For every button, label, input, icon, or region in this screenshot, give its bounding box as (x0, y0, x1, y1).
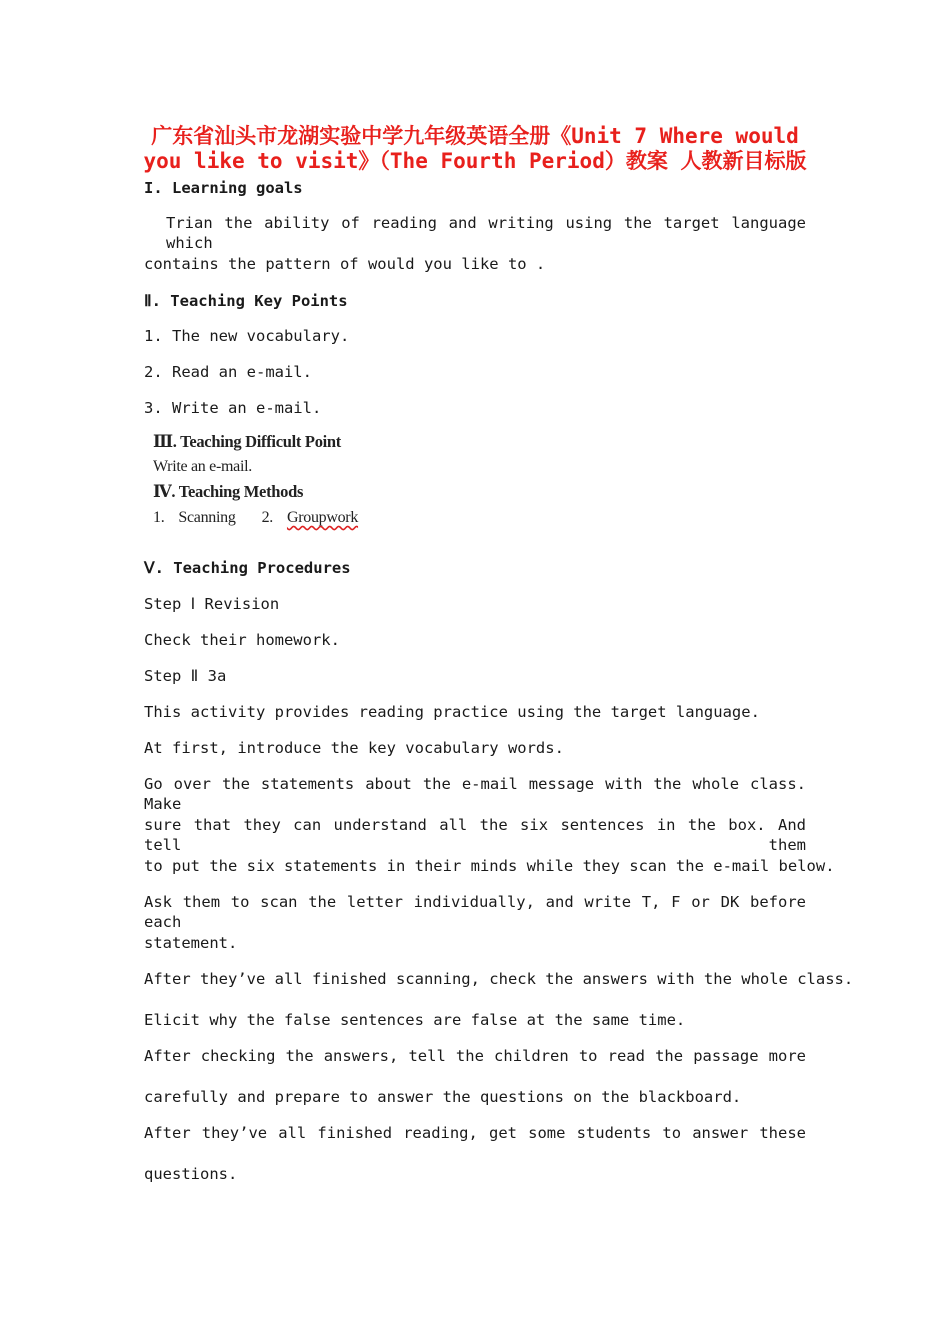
procedure-line: After they’ve all finished scanning, check the answers with the whole class. (144, 970, 854, 988)
key-point-item: 1. The new vocabulary. (144, 327, 350, 345)
key-point-item: 2. Read an e-mail. (144, 363, 312, 381)
procedure-line: After checking the answers, tell the children to read the passage more (144, 1047, 806, 1065)
procedure-line: Step Ⅰ Revision (144, 595, 280, 613)
learning-goals-text-cont: contains the pattern of would you like to . (144, 255, 546, 273)
method-scanning: Scanning (178, 509, 236, 526)
procedure-line: This activity provides reading practice using the target language. (144, 703, 760, 721)
procedure-line: Check their homework. (144, 631, 340, 649)
teaching-methods-heading: Ⅳ. Teaching Methods (153, 482, 304, 501)
procedure-line: carefully and prepare to answer the questions on the blackboard. (144, 1088, 742, 1106)
procedure-line: Go over the statements about the e-mail message with the whole class. Make (144, 775, 806, 813)
method-number: 1. (153, 509, 165, 526)
procedures-heading: Ⅴ. Teaching Procedures (144, 559, 351, 577)
procedure-line: At first, introduce the key vocabulary words. (144, 739, 564, 757)
learning-goals-text: Trian the ability of reading and writing using the target language which (166, 214, 806, 252)
learning-goals-heading: I. Learning goals (144, 179, 303, 197)
difficult-point-heading: Ⅲ. Teaching Difficult Point (153, 432, 342, 451)
method-number: 2. (261, 509, 273, 526)
procedure-line: statement. (144, 934, 238, 952)
key-point-item: 3. Write an e-mail. (144, 399, 322, 417)
procedure-line: sure that they can understand all the six sentences in the box. And tell them (144, 816, 806, 854)
procedure-line: to put the six statements in their minds while they scan the e-mail below. (144, 857, 835, 875)
procedure-line: After they’ve all finished reading, get some students to answer these (144, 1124, 806, 1142)
procedure-line: questions. (144, 1165, 238, 1183)
procedure-line: Ask them to scan the letter individually, and write T, F or DK before each (144, 893, 806, 931)
procedure-line: Step Ⅱ 3a (144, 667, 227, 685)
key-points-heading: Ⅱ. Teaching Key Points (144, 292, 348, 310)
difficult-point-text: Write an e-mail. (153, 458, 252, 475)
method-groupwork: Groupwork (286, 509, 359, 526)
document-title: 广东省汕头市龙湖实验中学九年级英语全册《Unit 7 Where would you like to visit》（The Fourth Period）教案 人教新目标版 (143, 124, 807, 173)
procedure-line: Elicit why the false sentences are false at the same time. (144, 1011, 686, 1029)
teaching-methods-list (153, 508, 358, 528)
